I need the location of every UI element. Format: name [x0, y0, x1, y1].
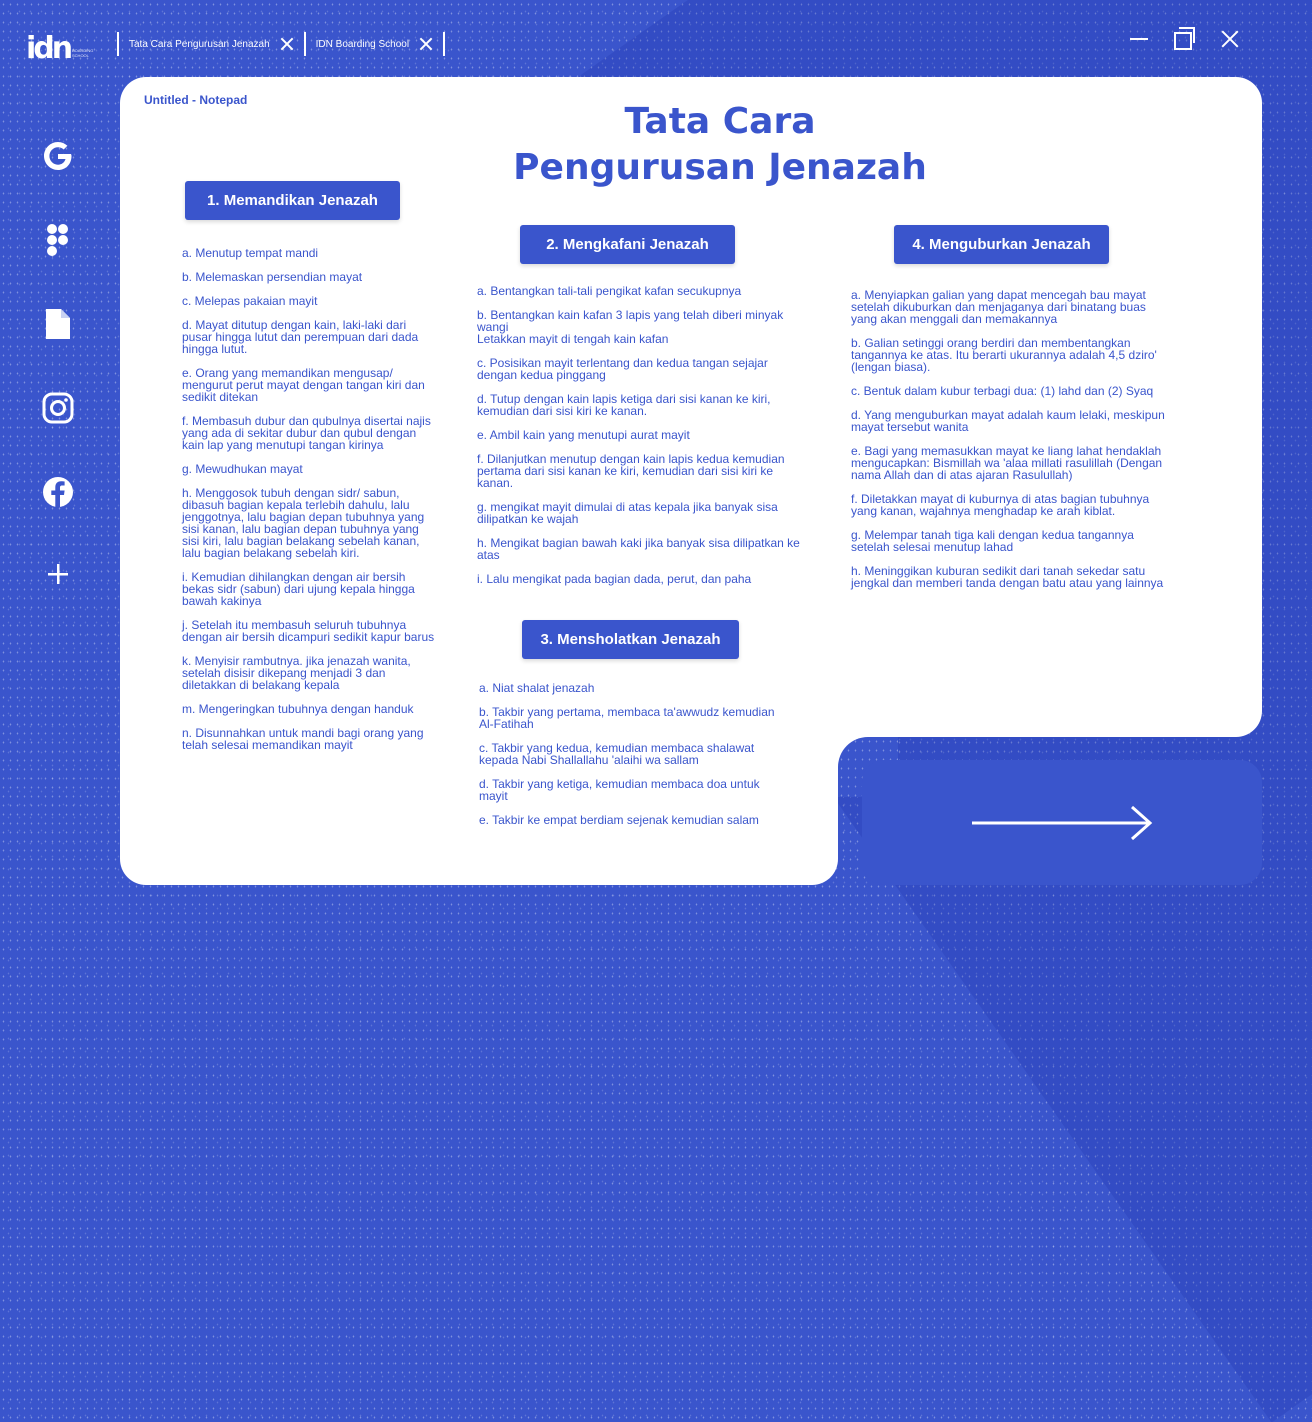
section-list-mensholatkan	[479, 682, 779, 838]
list-item: d. Takbir yang ketiga, kemudian membaca doa untuk mayit	[479, 777, 760, 803]
list-item: h. Meninggikan kuburan sedikit dari tanah sekedar satu jengkal dan memberi tanda dengan batu atau yang lainnya	[851, 564, 1164, 590]
instagram-icon[interactable]	[40, 390, 76, 426]
list-item: h. Mengikat bagian bawah kaki jika banyak sisa dilipatkan ke atas	[477, 536, 800, 562]
logo-text: idn	[26, 31, 71, 66]
list-item: j. Setelah itu membasuh seluruh tubuhnya dengan air bersih dicampuri sedikit kapur barus	[182, 618, 435, 644]
section-heading-mensholatkan: 3. Mensholatkan Jenazah	[522, 620, 739, 659]
tab-close-icon[interactable]	[280, 37, 294, 51]
list-item: g. mengikat mayit dimulai di atas kepala jika banyak sisa dilipatkan ke wajah	[477, 500, 778, 526]
list-item: b. Takbir yang pertama, membaca ta'awwudz kemudian Al-Fatihah	[479, 705, 775, 731]
list-item: c. Posisikan mayit terlentang dan kedua tangan sejajar dengan kedua pinggang	[477, 356, 768, 382]
list-item: d. Yang menguburkan mayat adalah kaum lelaki, meskipun mayat tersebut wanita	[851, 408, 1165, 434]
arrow-right-icon	[964, 801, 1160, 845]
list-item: d. Mayat ditutup dengan kain, laki-laki dari pusar hingga lutut dan perempuan dari dada hingga lutut.	[182, 318, 419, 356]
list-item: a. Bentangkan tali-tali pengikat kafan secukupnya	[477, 284, 742, 298]
idn-logo	[26, 31, 96, 70]
tab-close-icon[interactable]	[419, 37, 433, 51]
list-item: a. Niat shalat jenazah	[479, 681, 595, 695]
facebook-icon[interactable]	[40, 474, 76, 510]
app-title: Untitled - Notepad	[144, 93, 248, 107]
list-item: i. Lalu mengikat pada bagian dada, perut, dan paha	[477, 572, 752, 586]
list-item: b. Bentangkan kain kafan 3 lapis yang telah diberi minyak wangi Letakkan mayit di tengah kain kafan	[477, 308, 784, 346]
list-item: n. Disunnahkan untuk mandi bagi orang yang telah selesai memandikan mayit	[182, 726, 424, 752]
figma-icon[interactable]	[40, 222, 76, 258]
maximize-icon[interactable]	[1174, 28, 1196, 50]
list-item: a. Menutup tempat mandi	[182, 246, 319, 260]
close-icon[interactable]	[1220, 28, 1240, 50]
list-item: b. Melemaskan persendian mayat	[182, 270, 363, 284]
google-icon[interactable]	[40, 138, 76, 174]
list-item: c. Melepas pakaian mayit	[182, 294, 318, 308]
list-item: c. Takbir yang kedua, kemudian membaca shalawat kepada Nabi Shallallahu 'alaihi wa sallam	[479, 741, 755, 767]
list-item: a. Menyiapkan galian yang dapat mencegah bau mayat setelah dikuburkan dan menjaganya dari binatang buas yang akan menggali dan memakannya	[851, 288, 1146, 326]
list-item: k. Menyisir rambutnya. jika jenazah wanita, setelah disisir dikepang menjadi 3 dan diletakkan di belakang kepala	[182, 654, 411, 692]
page-title	[420, 99, 1020, 191]
list-item: f. Dilanjutkan menutup dengan kain lapis kedua kemudian pertama dari sisi kanan ke kiri, kemudian dari sisi kiri ke kanan.	[477, 452, 785, 490]
tab-bar	[117, 32, 445, 56]
tab-idn-boarding-school[interactable]	[306, 32, 443, 56]
list-item: f. Membasuh dubur dan qubulnya disertai najis yang ada di sekitar dubur dan qubul dengan kain lap yang menutupi tangan kirinya	[182, 414, 431, 452]
tab-label: IDN Boarding School	[315, 38, 410, 50]
list-item: i. Kemudian dihilangkan dengan air bersih bekas sidr (sabun) dari ujung kepala hingga bawah kakinya	[182, 570, 415, 608]
title-line-2: Pengurusan Jenazah	[513, 147, 927, 188]
title-line-1: Tata Cara	[624, 101, 816, 142]
list-item: b. Galian setinggi orang berdiri dan membentangkan tangannya ke atas. Itu berarti ukurannya adalah 4,5 dziro' (lengan biasa).	[851, 336, 1157, 374]
section-heading-mengkafani: 2. Mengkafani Jenazah	[520, 225, 735, 264]
list-item: e. Takbir ke empat berdiam sejenak kemudian salam	[479, 813, 759, 827]
list-item: e. Ambil kain yang menutupi aurat mayit	[477, 428, 690, 442]
section-heading-memandikan: 1. Memandikan Jenazah	[185, 181, 400, 220]
list-item: f. Diletakkan mayat di kuburnya di atas bagian tubuhnya yang kanan, wajahnya menghadap ke arah kiblat.	[851, 492, 1150, 518]
logo-tagline: BOARDING SCHOOL	[72, 48, 94, 58]
next-button[interactable]	[862, 760, 1262, 885]
tab-divider	[443, 32, 445, 56]
tab-label: Tata Cara Pengurusan Jenazah	[129, 38, 270, 50]
list-item: e. Bagi yang memasukkan mayat ke liang lahat hendaklah mengucapkan: Bismillah wa 'alaa millati rasulillah (Dengan nama Allah dan di atas ajaran Rasulullah)	[851, 444, 1163, 482]
minimize-icon[interactable]	[1130, 28, 1150, 50]
section-heading-menguburkan: 4. Menguburkan Jenazah	[894, 225, 1109, 264]
list-item: d. Tutup dengan kain lapis ketiga dari sisi kanan ke kiri, kemudian dari sisi kiri ke kanan.	[477, 392, 771, 418]
list-item: g. Mewudhukan mayat	[182, 462, 303, 476]
list-item: m. Mengeringkan tubuhnya dengan handuk	[182, 702, 414, 716]
tab-tata-cara[interactable]	[119, 32, 304, 56]
section-list-memandikan	[182, 247, 437, 763]
section-list-menguburkan	[851, 289, 1171, 601]
list-item: c. Bentuk dalam kubur terbagi dua: (1) lahd dan (2) Syaq	[851, 384, 1154, 398]
plus-icon[interactable]	[40, 556, 76, 592]
list-item: g. Melempar tanah tiga kali dengan kedua tangannya setelah selesai menutup lahad	[851, 528, 1134, 554]
file-icon[interactable]	[40, 306, 76, 342]
list-item: h. Menggosok tubuh dengan sidr/ sabun, dibasuh bagian kepala terlebih dahulu, lalu jenggotnya, lalu bagian depan tubuhnya yang sisi kanan, lalu bagian depan tubuhnya yang sisi kiri, lalu bagian belakang sebelah kanan, lalu bagian belakang sebelah kiri.	[182, 486, 425, 560]
list-item: e. Orang yang memandikan mengusap/ mengurut perut mayat dengan tangan kiri dan sedikit ditekan	[182, 366, 425, 404]
section-list-mengkafani	[477, 285, 807, 597]
